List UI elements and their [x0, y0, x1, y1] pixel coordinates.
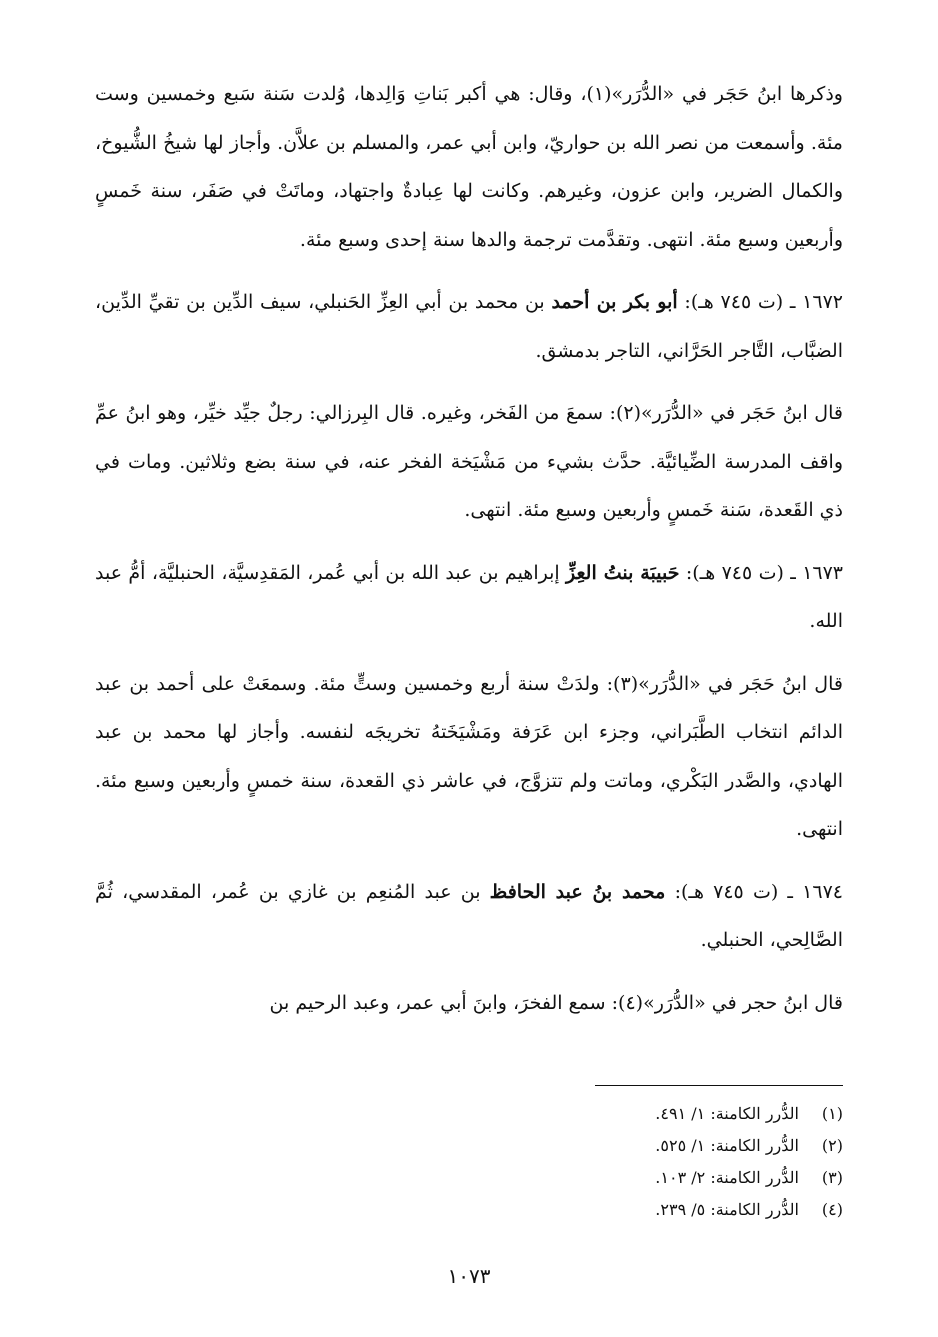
- footnotes: [443, 1098, 843, 1226]
- footnote-text: الدُّرر الكامنة: ١/ ٥٢٥.: [655, 1136, 799, 1155]
- paragraph-3: قال ابنُ حَجَر في «الدُّرَر»(٢): سمعَ من الفَخر، وغيره. قال البِرزالي: رجلٌ جيِّد خيِّر، وهو ابنُ عمِّ واقف المدرسة الضِّيائيَّة. حدَّث بشيء من مَشْيَخة الفخر عنه، في سنة بضع وثلاثين. ومات في ذي القَعدة، سَنة خَمسٍ وأربعين وسبع مئة. انتهى.: [95, 402, 843, 521]
- footnote-item: [443, 1130, 843, 1162]
- footnote-item: [443, 1162, 843, 1194]
- footnote-divider: [595, 1085, 843, 1086]
- footnote-number: (٣): [821, 1168, 843, 1187]
- entry-text: إبراهيم بن عبد الله بن أبي عُمر، المَقدِسيَّة، الحنبليَّة، أمُّ عبد الله.: [95, 561, 843, 632]
- footnote-text: الدُّرر الكامنة: ٢/ ١٠٣.: [655, 1168, 799, 1187]
- entry-number: ١٦٧٤ ـ (ت ٧٤٥ هـ):: [674, 880, 843, 903]
- footnote-number: (٢): [821, 1136, 843, 1155]
- entry-text: بن عبد المُنعِم بن غازي بن عُمر، المقدسي، ثُمَّ الصَّالِحي، الحنبلي.: [95, 880, 843, 951]
- entry-name: محمد بنُ عبد الحافظ: [489, 880, 666, 903]
- entry-number: ١٦٧٢ ـ (ت ٧٤٥ هـ):: [684, 291, 843, 313]
- footnote-text: الدُّرر الكامنة: ١/ ٤٩١.: [655, 1104, 799, 1123]
- entry-name: أبو بكر بن أحمد: [551, 291, 678, 313]
- page-body: [95, 70, 843, 1027]
- entry-text: بن محمد بن أبي العِزِّ الحَنبلي، سيف الدِّين بن تقيِّ الدِّين، الضبَّاب، التَّاجر الحَرَّاني، التاجر بدمشق.: [95, 291, 843, 362]
- footnote-item: [443, 1098, 843, 1130]
- entry-name: حَبيبَة بنتُ العِزِّ: [566, 561, 680, 584]
- paragraph-5: قال ابنُ حَجَر في «الدُّرَر»(٣): ولدَتْ سنة أربع وخمسين وستٍّ مئة. وسمعَتْ على أحمد بن عبد الدائم انتخاب الطَّبَراني، وجزء ابن عَرَفة ومَشْيَخَتهُ تخريجَه لنفسه. وأجاز لها محمد بن عبد الهادي، والصَّدر البَكْري، وماتت ولم تتزوَّج، في عاشر ذي القعدة، سنة خمسٍ وأربعين وسبع مئة. انتهى.: [95, 672, 843, 840]
- footnote-item: [443, 1194, 843, 1226]
- footnote-text: الدُّرر الكامنة: ٥/ ٢٣٩.: [655, 1200, 799, 1219]
- entry-number: ١٦٧٣ ـ (ت ٧٤٥ هـ):: [685, 561, 844, 584]
- entry-1673: [95, 549, 843, 646]
- paragraph-7: قال ابنُ حجر في «الدُّرَر»(٤): سمع الفخرَ، وابنَ أبي عمر، وعبد الرحيم بن: [269, 991, 843, 1014]
- footnote-number: (١): [821, 1104, 843, 1123]
- page-number: ١٠٧٣: [447, 1264, 491, 1288]
- footnote-number: (٤): [821, 1200, 843, 1219]
- entry-1672: [95, 278, 843, 375]
- paragraph-1: وذكرها ابنُ حَجَر في «الدُّرَر»(١)، وقال: هي أكبر بَناتِ وَالِدها، وُلدت سَنة سَبع وخمسين وست مئة. وأسمعت من نصر الله بن حواريّ، وابن أبي عمر، والمسلم بن علاَّن. وأجاز لها شيخُ الشُّيوخ، والكمال الضرير، وابن عزون، وغيرهم. وكانت لها عِبادةٌ واجتهاد، وماتَتْ في صَفَر، سنة خَمسٍ وأربعين وسبع مئة. انتهى. وتقدَّمت ترجمة والدها سنة إحدى وسبع مئة.: [95, 83, 843, 251]
- entry-1674: [95, 868, 843, 965]
